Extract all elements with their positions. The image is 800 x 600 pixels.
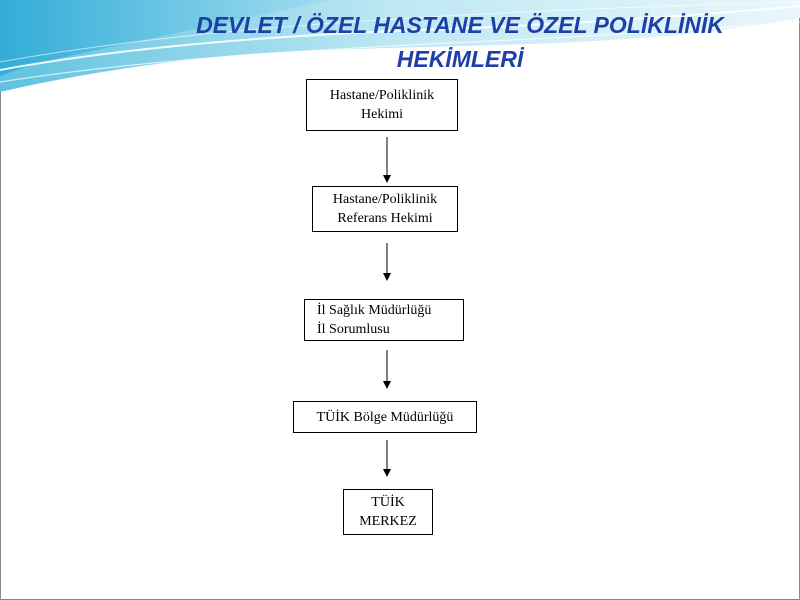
slide-title: DEVLET / ÖZEL HASTANE VE ÖZEL POLİKLİNİK HEKİMLERİ [196,12,724,72]
node-reference-physician: Hastane/Poliklinik Referans Hekimi [312,186,458,232]
node-tuik-regional-directorate: TÜİK Bölge Müdürlüğü [293,401,477,433]
node-provincial-health-directorate: İl Sağlık Müdürlüğü İl Sorumlusu [304,299,464,341]
node-hospital-physician: Hastane/Poliklinik Hekimi [306,79,458,131]
node-tuik-headquarters: TÜİK MERKEZ [343,489,433,535]
